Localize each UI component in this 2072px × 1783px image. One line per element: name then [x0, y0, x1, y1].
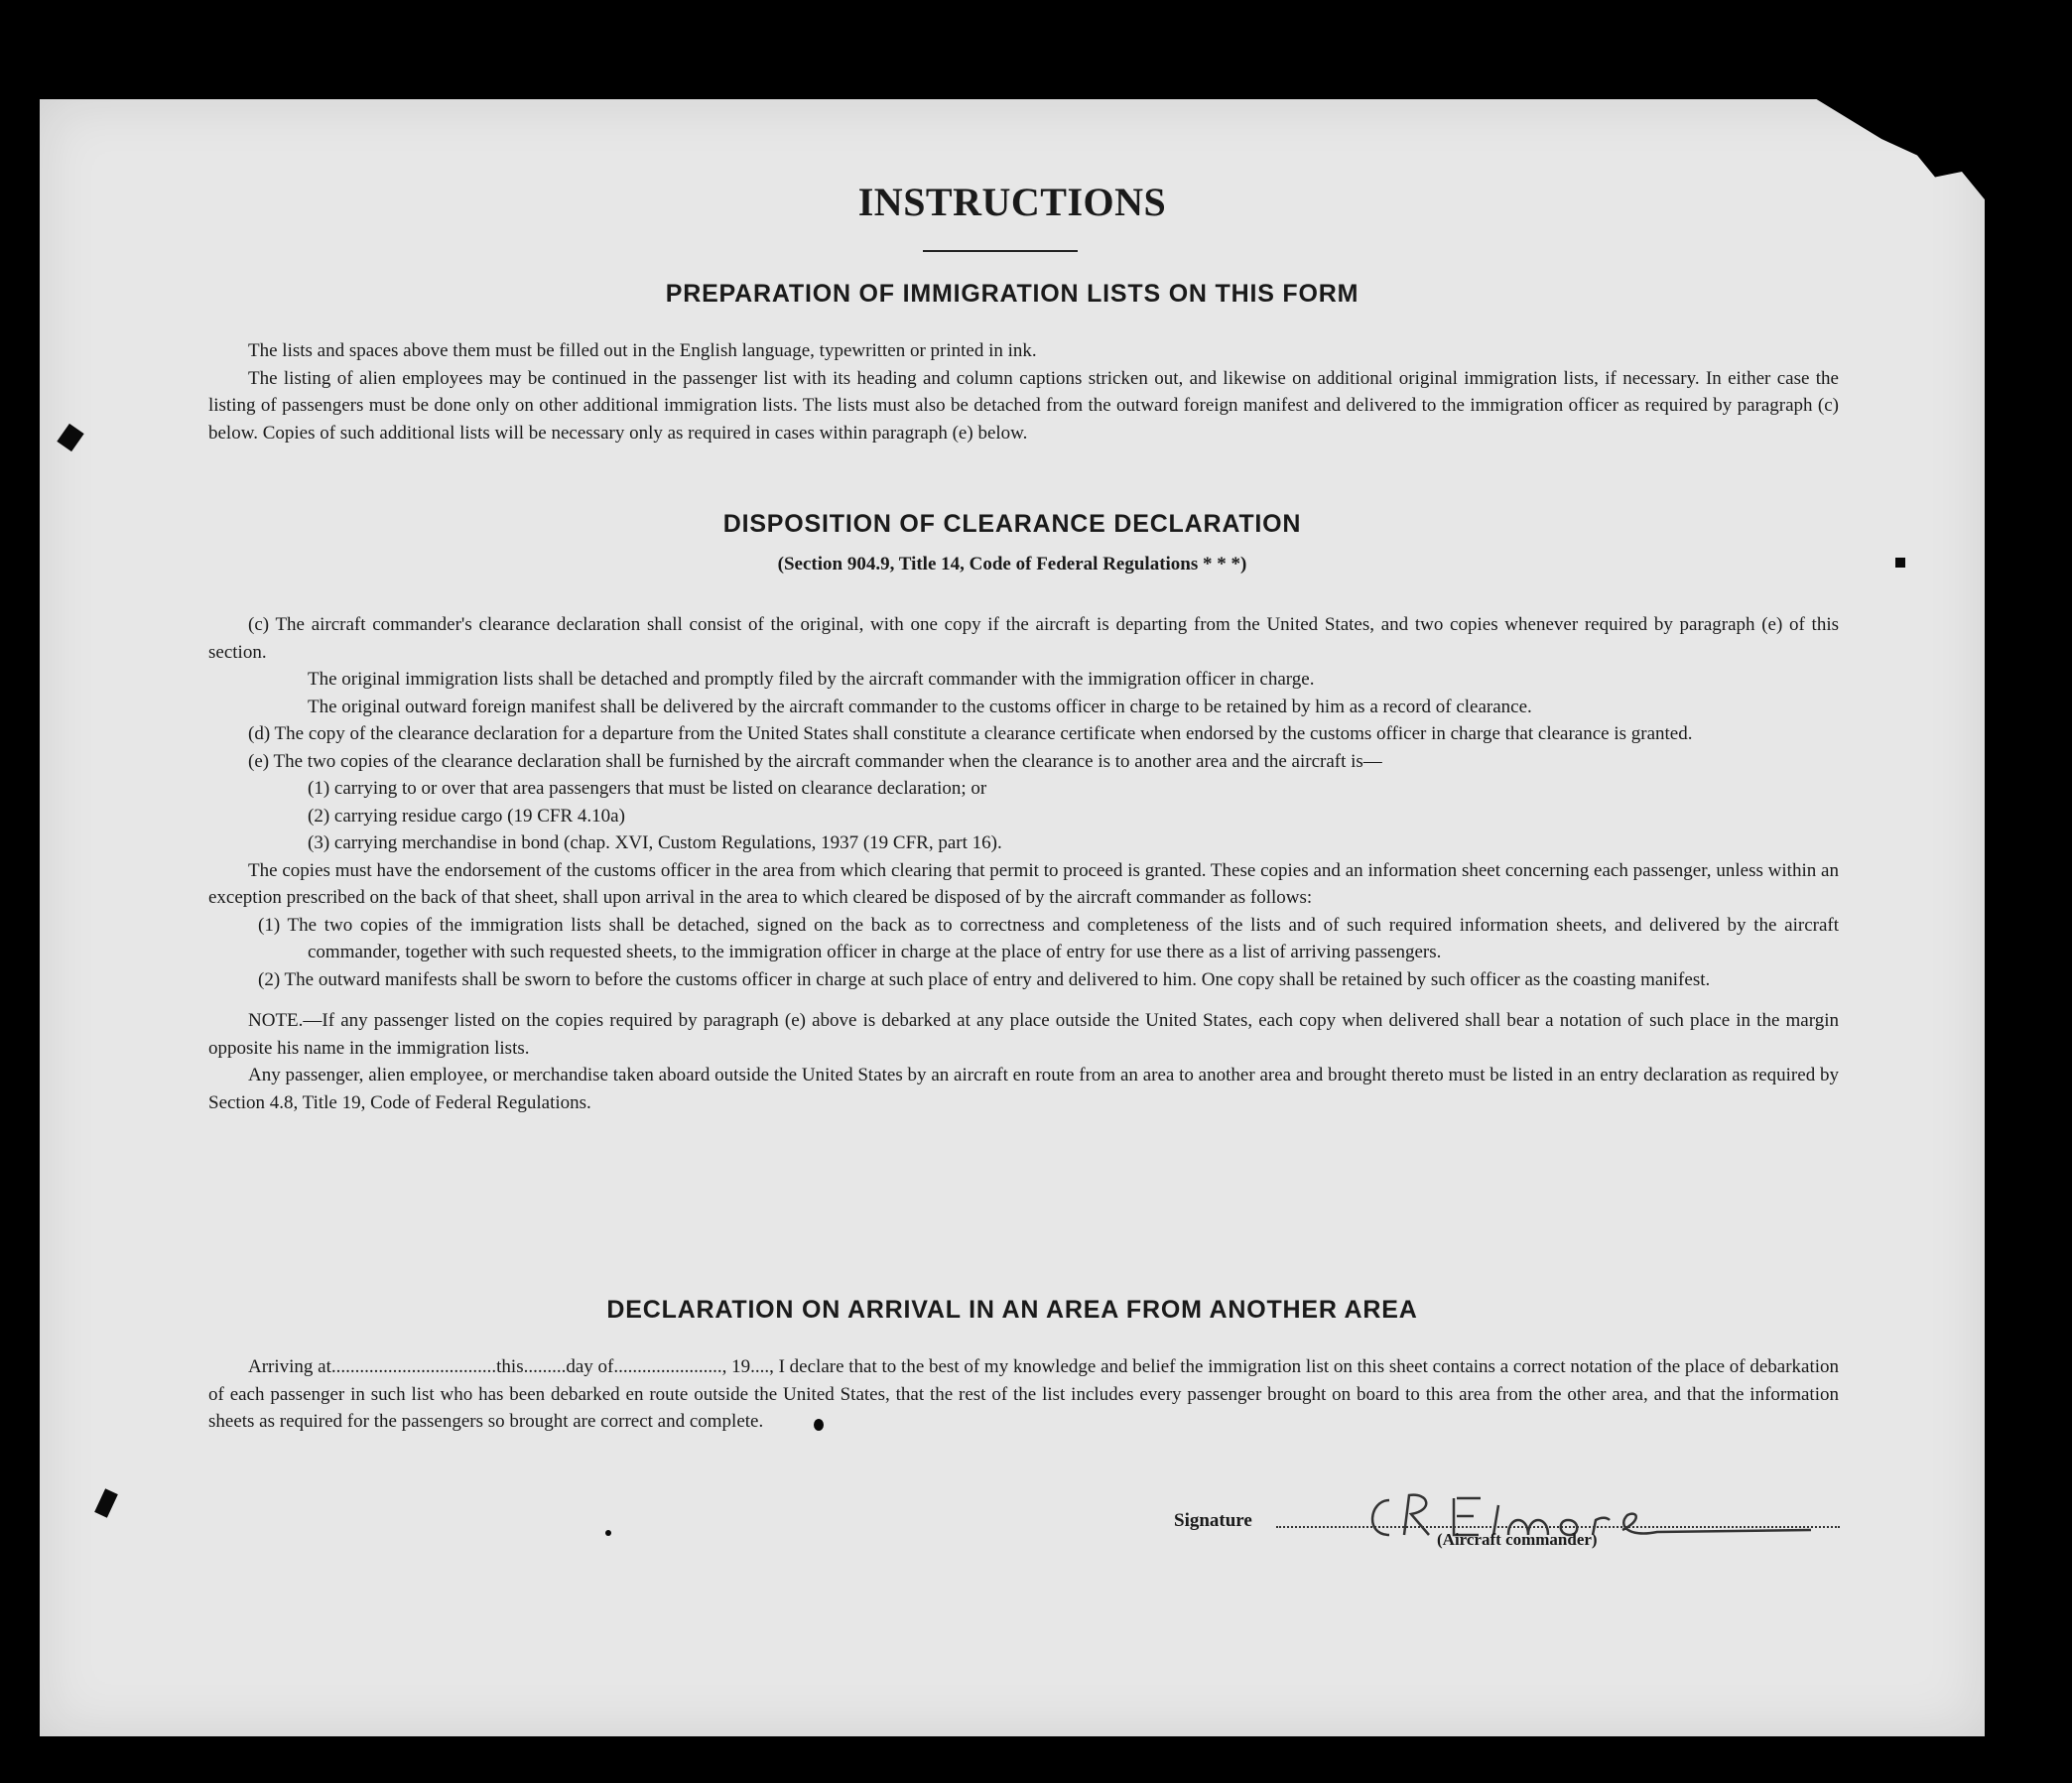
section-heading-preparation: PREPARATION OF IMMIGRATION LISTS ON THIS FORM [665, 280, 1360, 308]
ink-blot [94, 1488, 118, 1517]
document-sheet [40, 99, 1985, 1736]
paragraph-c: (c) The aircraft commander's clearance declaration shall consist of the original, with one copy if the aircraft is departing from the United States, and two copies whenever required by paragraph (e) of this section. [208, 614, 1839, 663]
paragraph-e: (e) The two copies of the clearance declaration shall be furnished by the aircraft commander when the clearance is to another area and the aircraft is— [248, 750, 1382, 772]
page-title: INSTRUCTIONS [857, 180, 1167, 224]
paragraph-dispose-2: (2) The outward manifests shall be sworn to before the customs officer in charge at such place of entry and delivered to him. One copy shall be retained by such officer as the coasting manifest. [258, 968, 1711, 990]
paragraph-copies: The copies must have the endorsement of the customs officer in the area from which clearing that permit to proceed is granted. These copies and an information sheet concerning each passenger, unless within an exception prescribed on the back of that sheet, shall upon arrival in the area to which cleared be disposed of by the aircraft commander as follows: [208, 859, 1839, 908]
paragraph-any-passenger: Any passenger, alien employee, or merchandise taken aboard outside the United States by an aircraft en route from an area to another area and brought thereto must be listed in an entry declaration as required by Section 4.8, Title 19, Code of Federal Regulations. [208, 1065, 1839, 1113]
declaration-paragraph: Arriving at...................................this.........day of......................., 19...., I declare that to the best of my knowledge and belief the immigration list on this sheet contains a correct notation of the place of debarkation of each passenger in such list who has been debarked en route outside the United States, that the rest of the list includes every passenger brought on board to this area from the other area, and that the information sheets as required for the passengers so brought are correct and complete. [208, 1356, 1840, 1432]
title-underline [923, 250, 1078, 252]
ink-blot [1895, 558, 1905, 568]
section-heading-declaration: DECLARATION ON ARRIVAL IN AN AREA FROM ANOTHER AREA [606, 1296, 1418, 1324]
paragraph-d: (d) The copy of the clearance declaration for a departure from the United States shall constitute a clearance certificate when endorsed by the customs officer in charge that clearance is granted. [248, 723, 1693, 744]
paragraph: The lists and spaces above them must be filled out in the English language, typewritten or printed in ink. [248, 340, 1037, 361]
list-item: (2) carrying residue cargo (19 CFR 4.10a) [308, 805, 625, 827]
signature-label: Signature [1174, 1510, 1252, 1531]
list-item: (1) carrying to or over that area passengers that must be listed on clearance declaration; or [308, 778, 987, 799]
ink-blot [57, 424, 83, 451]
paragraph-c2: The original outward foreign manifest shall be delivered by the aircraft commander to the customs officer in charge to be retained by him as a record of clearance. [308, 696, 1532, 717]
preparation-text [208, 337, 1839, 446]
paragraph: The listing of alien employees may be continued in the passenger list with its heading and column captions stricken out, and likewise on additional original immigration lists, if necessary. In either case the listing of passengers must be done only on other additional immigration lists. The lists must also be detached from the outward foreign manifest and delivered to the immigration officer as required by paragraph (c) below. Copies of such additional lists will be necessary only as required in cases within paragraph (e) below. [208, 367, 1839, 444]
list-item: (3) carrying merchandise in bond (chap. XVI, Custom Regulations, 1937 (19 CFR, part 16). [308, 832, 1002, 853]
paragraph-c1: The original immigration lists shall be detached and promptly filed by the aircraft commander with the immigration officer in charge. [308, 669, 1315, 690]
ink-blot [814, 1419, 824, 1431]
paragraph-dispose-1: (1) The two copies of the immigration lists shall be detached, signed on the back as to correctness and completeness of the lists and of such required information sheets, and delivered by the aircraft commander, together with such requested sheets, to the immigration officer in charge at the place of entry for use there as a list of arriving passengers. [258, 914, 1839, 962]
signature-caption: (Aircraft commander) [1437, 1530, 1598, 1549]
section-heading-disposition: DISPOSITION OF CLEARANCE DECLARATION [722, 510, 1302, 538]
section-subheading-regulation: (Section 904.9, Title 14, Code of Federal Regulations * * *) [777, 554, 1247, 574]
ink-blot [605, 1530, 611, 1536]
note-paragraph: NOTE.—If any passenger listed on the copies required by paragraph (e) above is debarked at any place outside the United States, each copy when delivered shall bear a notation of such place in the margin opposite his name in the immigration lists. [208, 1010, 1839, 1059]
declaration-text [208, 1353, 1839, 1436]
disposition-text [208, 611, 1839, 1116]
